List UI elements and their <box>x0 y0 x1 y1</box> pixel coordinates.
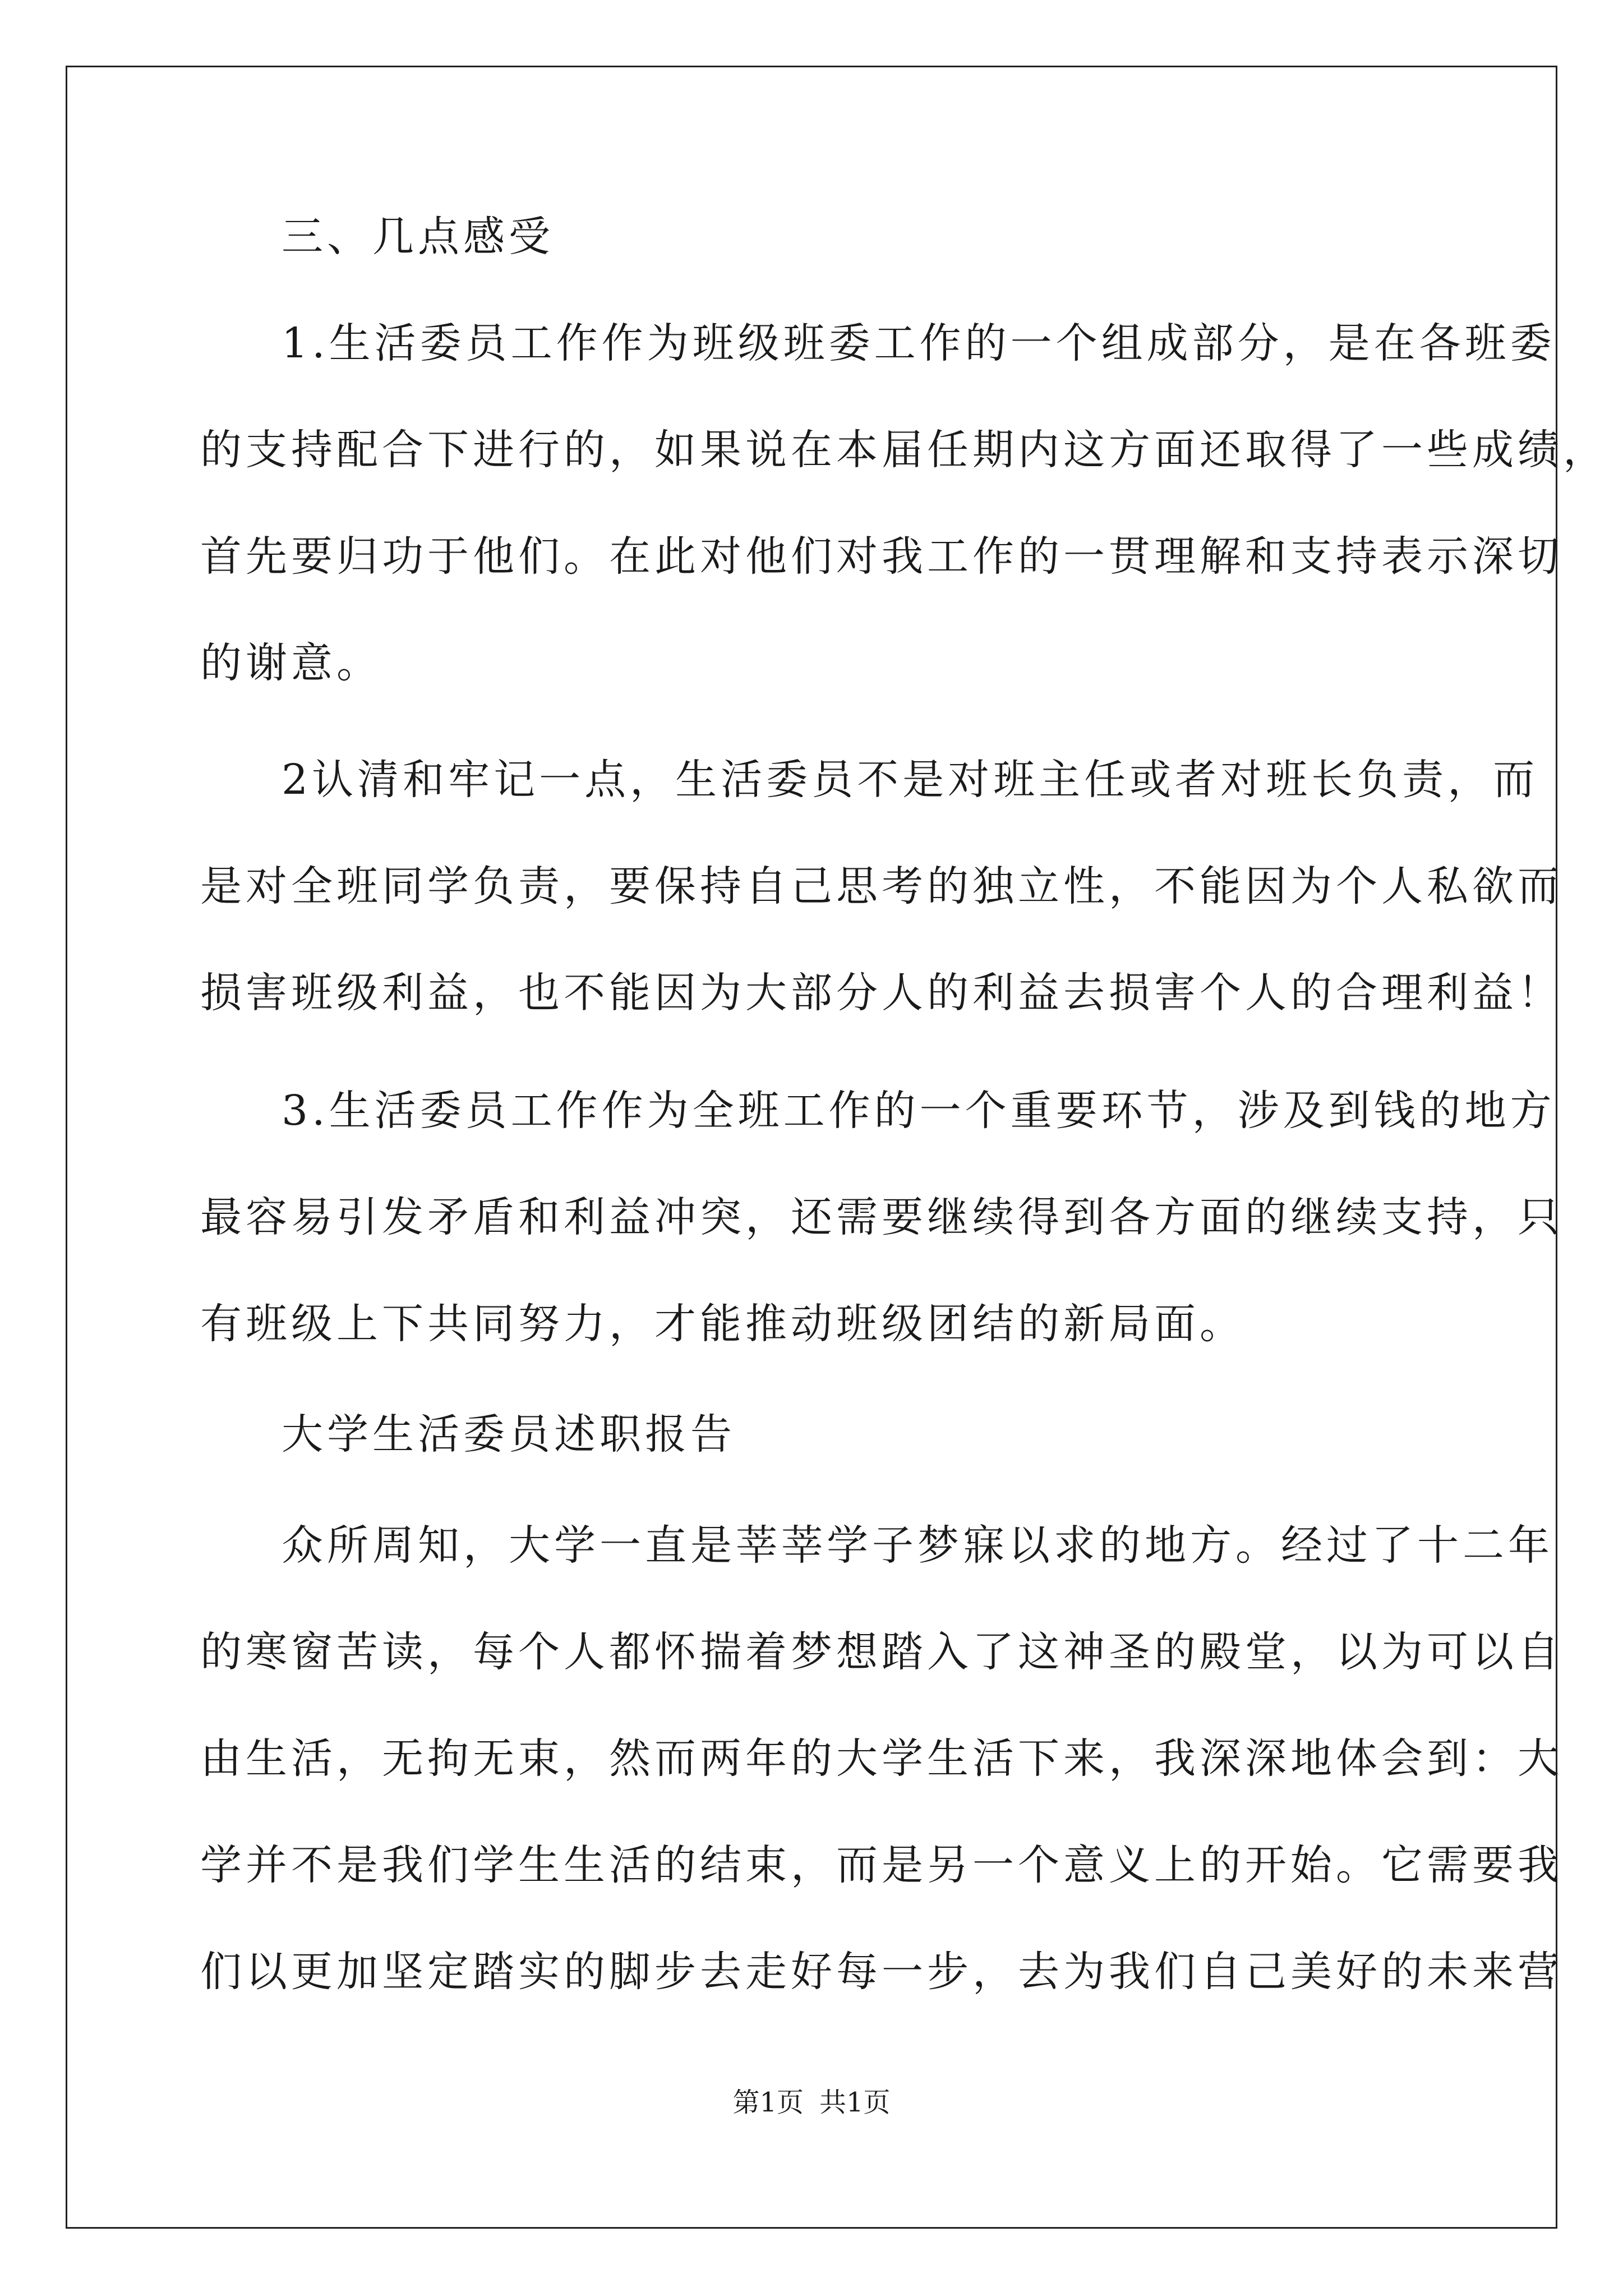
page-footer <box>0 2086 1623 2119</box>
paragraph-line: 3.生活委员工作作为全班工作的一个重要环节，涉及到钱的地方 <box>282 1087 1556 1135</box>
paragraph-line: 最容易引发矛盾和利益冲突，还需要继续得到各方面的继续支持，只 <box>200 1193 1563 1241</box>
section-heading: 大学生活委员述职报告 <box>282 1410 736 1458</box>
page-number: 第1页 <box>732 2087 804 2118</box>
paragraph-line: 的谢意。 <box>200 639 382 687</box>
paragraph-line: 的寒窗苦读，每个人都怀揣着梦想踏入了这神圣的殿堂，以为可以自 <box>200 1628 1563 1676</box>
paragraph-line: 1.生活委员工作作为班级班委工作的一个组成部分，是在各班委 <box>282 319 1556 367</box>
page-border <box>66 66 1608 2229</box>
paragraph-line: 2认清和牢记一点，生活委员不是对班主任或者对班长负责，而 <box>282 756 1539 804</box>
paragraph-line: 学并不是我们学生生活的结束，而是另一个意义上的开始。它需要我 <box>200 1841 1563 1889</box>
paragraph-line: 们以更加坚定踏实的脚步去走好每一步，去为我们自己美好的未来营 <box>200 1948 1563 1996</box>
paragraph-line: 的支持配合下进行的，如果说在本届任期内这方面还取得了一些成绩， <box>200 426 1608 474</box>
paragraph-line: 是对全班同学负责，要保持自己思考的独立性，不能因为个人私欲而 <box>200 862 1563 910</box>
paragraph-line: 有班级上下共同努力，才能推动班级团结的新局面。 <box>200 1300 1245 1348</box>
paragraph-line: 众所周知，大学一直是莘莘学子梦寐以求的地方。经过了十二年 <box>282 1521 1553 1570</box>
paragraph-line: 由生活，无拘无束，然而两年的大学生活下来，我深深地体会到：大 <box>200 1734 1563 1783</box>
section-heading: 三、几点感受 <box>282 213 554 261</box>
paragraph-line: 损害班级利益，也不能因为大部分人的利益去损害个人的合理利益！ <box>200 969 1563 1017</box>
page-total: 共1页 <box>819 2087 891 2118</box>
paragraph-line: 首先要归功于他们。在此对他们对我工作的一贯理解和支持表示深切 <box>200 532 1563 581</box>
